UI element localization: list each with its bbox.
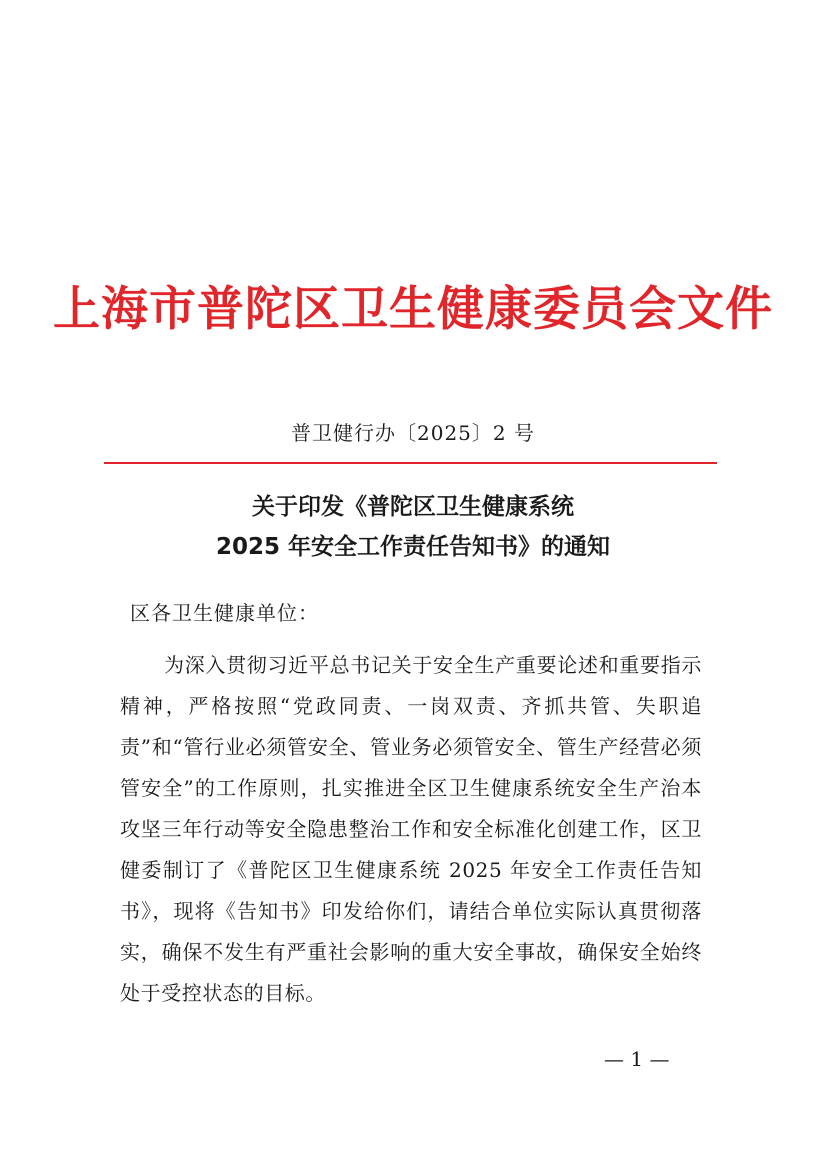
- body-paragraph: 为深入贯彻习近平总书记关于安全生产重要论述和重要指示精神，严格按照“党政同责、一岗双责、齐抓共管、失职追责”和“管行业必须管安全、管业务必须管安全、管生产经营必须管安全”的工作原则，扎实推进全区卫生健康系统安全生产治本攻坚三年行动等安全隐患整治工作和安全标准化创建工作，区卫健委制订了《普陀区卫生健康系统 2025 年安全工作责任告知书》，现将《告知书》印发给你们，请结合单位实际认真贯彻落实，确保不发生有严重社会影响的重大安全事故，确保安全始终处于受控状态的目标。: [120, 653, 702, 1005]
- issuer-header-title: 上海市普陀区卫生健康委员会文件: [53, 282, 773, 337]
- notice-title-line-1: 关于印发《普陀区卫生健康系统: [252, 494, 574, 520]
- red-separator-line: [104, 462, 717, 464]
- document-number: 普卫健行办〔2025〕2 号: [291, 421, 535, 445]
- salutation: 区各卫生健康单位：: [130, 601, 319, 625]
- notice-title-line-2: 2025 年安全工作责任告知书》的通知: [215, 534, 611, 560]
- notice-title: [0, 487, 826, 567]
- page-number: — 1 —: [604, 1047, 670, 1071]
